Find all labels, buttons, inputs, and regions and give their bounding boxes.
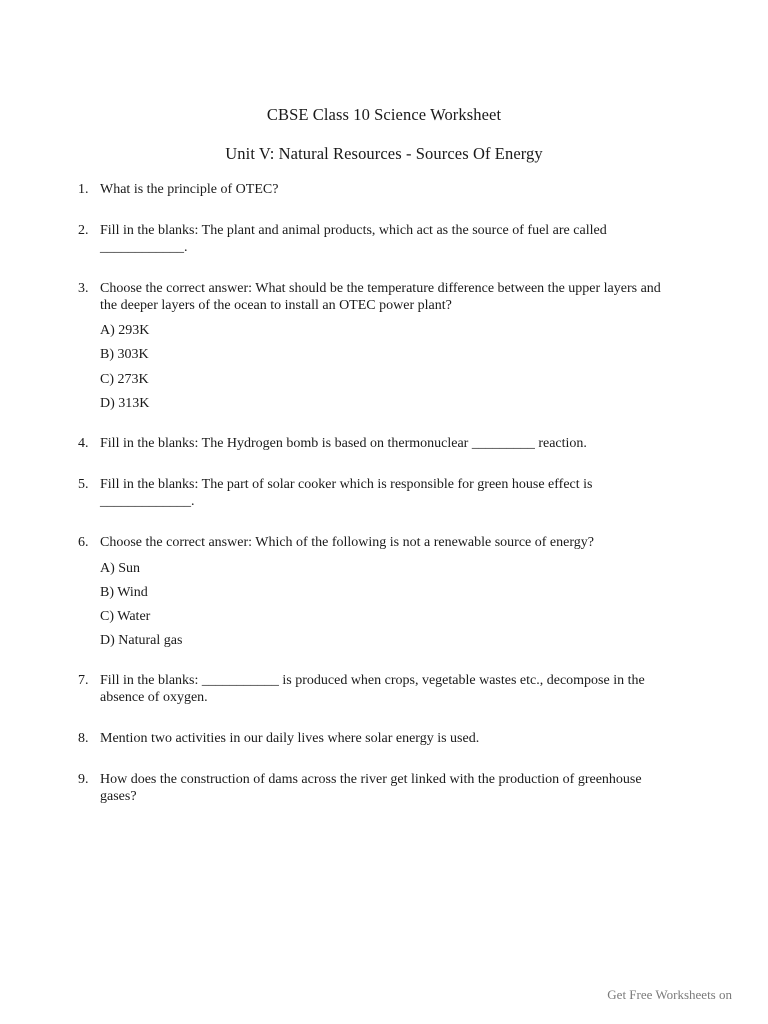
question-number: 5. xyxy=(78,477,89,492)
question-number: 8. xyxy=(78,731,89,746)
question-text: Fill in the blanks: The part of solar cooker which is responsible for green house effect is xyxy=(100,477,593,492)
question-number: 1. xyxy=(78,182,89,197)
question-text: Fill in the blanks: The Hydrogen bomb is based on thermonuclear _________ reaction. xyxy=(100,436,587,451)
option-d: D) Natural gas xyxy=(100,633,183,648)
unit-title: Unit V: Natural Resources - Sources Of Energy xyxy=(225,144,543,163)
question-text: Fill in the blanks: The plant and animal products, which act as the source of fuel are called xyxy=(100,223,607,238)
option-a: A) Sun xyxy=(100,561,141,576)
question-text: What is the principle of OTEC? xyxy=(100,182,279,197)
question-text: Choose the correct answer: Which of the following is not a renewable source of energy? xyxy=(100,535,594,550)
question-text-line-2: gases? xyxy=(100,789,137,804)
option-a: A) 293K xyxy=(100,323,150,338)
question-text: How does the construction of dams across the river get linked with the production of greenhouse xyxy=(100,772,642,787)
footer-text: Get Free Worksheets on xyxy=(607,987,732,1002)
question-number: 7. xyxy=(78,673,89,688)
question-text-line-2: _____________. xyxy=(100,494,195,509)
question-number: 2. xyxy=(78,223,89,238)
option-d: D) 313K xyxy=(100,396,150,411)
question-text: Choose the correct answer: What should be the temperature difference between the upper layers and xyxy=(100,281,661,296)
question-text: Fill in the blanks: ___________ is produced when crops, vegetable wastes etc., decompose in the xyxy=(100,673,645,688)
question-number: 3. xyxy=(78,281,89,296)
worksheet-title: CBSE Class 10 Science Worksheet xyxy=(266,105,502,124)
question-number: 9. xyxy=(78,772,89,787)
question-text-line-2: the deeper layers of the ocean to install an OTEC power plant? xyxy=(100,298,452,313)
question-number: 4. xyxy=(78,436,89,451)
option-b: B) 303K xyxy=(100,347,149,362)
question-text-line-2: ____________. xyxy=(100,240,188,255)
option-b: B) Wind xyxy=(100,585,148,600)
question-text: Mention two activities in our daily lives where solar energy is used. xyxy=(100,731,480,746)
option-c: C) 273K xyxy=(100,372,149,387)
question-text-line-2: absence of oxygen. xyxy=(100,690,208,705)
question-number: 6. xyxy=(78,535,89,550)
option-c: C) Water xyxy=(100,609,151,624)
